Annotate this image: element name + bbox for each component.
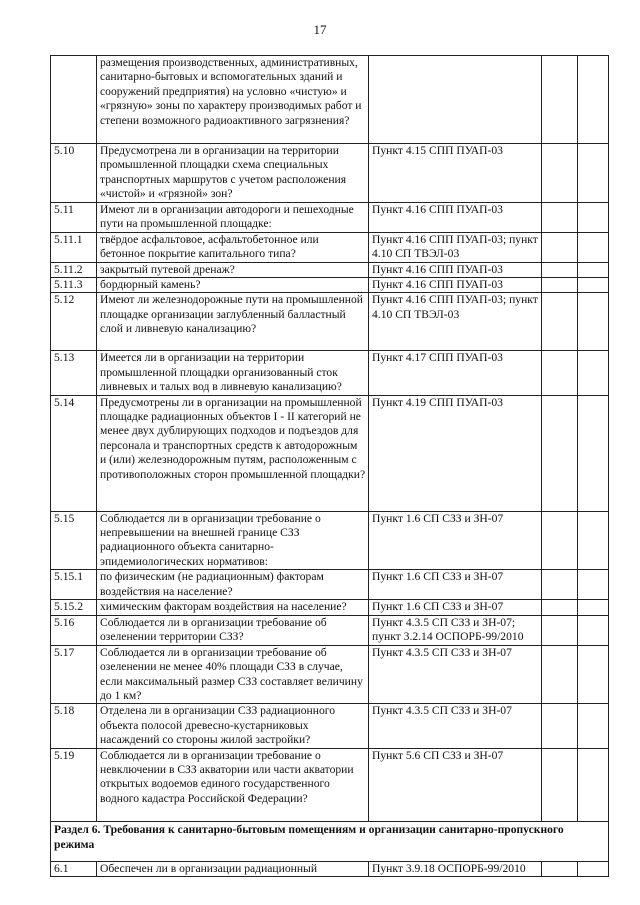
item-question: Предусмотрены ли в организации на промышленной площадке радиационных объектов I - II категорий не менее двух дублирующих подходов и подъездов для персонала и транспортных средств к автодорожным и (или) железнодорожным путям, расположенным с противоположных сторон промышленной площадки? [97, 395, 369, 511]
table-row [51, 144, 609, 203]
answer-cell-1 [542, 704, 578, 748]
checklist-table [50, 55, 609, 877]
table-row [51, 278, 609, 293]
item-number: 5.11.3 [51, 278, 97, 293]
answer-cell-2 [578, 56, 609, 144]
item-number: 5.10 [51, 144, 97, 203]
page-number: 17 [313, 22, 327, 37]
item-reference: Пункт 4.19 СПП ПУАП-03 [369, 395, 542, 511]
section-row [51, 821, 609, 861]
answer-cell-1 [542, 293, 578, 351]
table-row [51, 570, 609, 600]
item-number: 5.18 [51, 704, 97, 748]
answer-cell-2 [578, 144, 609, 203]
item-reference: Пункт 4.15 СПП ПУАП-03 [369, 144, 542, 203]
answer-cell-2 [578, 570, 609, 600]
item-reference: Пункт 1.6 СП СЗЗ и ЗН-07 [369, 570, 542, 600]
item-number: 5.11.1 [51, 232, 97, 262]
item-question: Имеют ли в организации автодороги и пешеходные пути на промышленной площадке: [97, 202, 369, 232]
answer-cell-2 [578, 262, 609, 277]
table-row [51, 748, 609, 821]
item-number: 5.15.2 [51, 600, 97, 615]
item-reference: Пункт 4.17 СПП ПУАП-03 [369, 351, 542, 395]
item-reference: Пункт 1.6 СП СЗЗ и ЗН-07 [369, 600, 542, 615]
item-question: Соблюдается ли в организации требование о невключении в СЗЗ акватории или части акватории открытых водоемов единого государственного водного кадастра Российской Федерации? [97, 748, 369, 821]
answer-cell-2 [578, 615, 609, 645]
answer-cell-1 [542, 748, 578, 821]
answer-cell-2 [578, 293, 609, 351]
item-reference: Пункт 5.6 СП СЗЗ и ЗН-07 [369, 748, 542, 821]
answer-cell-2 [578, 861, 609, 876]
checklist-body [51, 56, 609, 877]
item-number: 5.11.2 [51, 262, 97, 277]
item-number: 5.15.1 [51, 570, 97, 600]
answer-cell-1 [542, 570, 578, 600]
answer-cell-1 [542, 511, 578, 570]
table-row [51, 395, 609, 511]
section-heading: Раздел 6. Требования к санитарно-бытовым помещениям и организации санитарно-пропускного режима [51, 821, 609, 861]
answer-cell-1 [542, 262, 578, 277]
answer-cell-2 [578, 351, 609, 395]
item-number [51, 56, 97, 144]
item-number: 6.1 [51, 861, 97, 876]
item-number: 5.16 [51, 615, 97, 645]
item-number: 5.19 [51, 748, 97, 821]
item-question: Соблюдается ли в организации требование об озеленении не менее 40% площади СЗЗ в случае, если максимальный размер СЗЗ составляет величину до 1 км? [97, 645, 369, 704]
item-question: Отделена ли в организации СЗЗ радиационного объекта полосой древесно-кустарниковых насаждений со стороны жилой застройки? [97, 704, 369, 748]
item-question: твёрдое асфальтовое, асфальтобетонное или бетонное покрытие капитального типа? [97, 232, 369, 262]
answer-cell-1 [542, 395, 578, 511]
answer-cell-2 [578, 511, 609, 570]
table-row [51, 202, 609, 232]
item-question: Имеют ли железнодорожные пути на промышленной площадке организации заглубленный балластный слой и ливневую канализацию? [97, 293, 369, 351]
table-row [51, 351, 609, 395]
item-reference: Пункт 4.3.5 СП СЗЗ и ЗН-07 [369, 704, 542, 748]
item-question: Имеется ли в организации на территории промышленной площадки организованный сток ливневых и талых вод в ливневую канализацию? [97, 351, 369, 395]
item-reference: Пункт 1.6 СП СЗЗ и ЗН-07 [369, 511, 542, 570]
table-row [51, 511, 609, 570]
item-question: Обеспечен ли в организации радиационный [97, 861, 369, 876]
item-question: размещения производственных, административных, санитарно-бытовых и вспомогательных зданий и сооружений предприятия) на условно «чистую» и «грязную» зоны по характеру производимых работ и степени возможного радиоактивного загрязнения? [97, 56, 369, 144]
item-reference [369, 56, 542, 144]
answer-cell-1 [542, 861, 578, 876]
item-question: бордюрный камень? [97, 278, 369, 293]
answer-cell-2 [578, 202, 609, 232]
item-question: Предусмотрена ли в организации на территории промышленной площадки схема специальных транспортных маршрутов с учетом расположения «чистой» и «грязной» зон? [97, 144, 369, 203]
table-row [51, 704, 609, 748]
item-question: Соблюдается ли в организации требование об озеленении территории СЗЗ? [97, 615, 369, 645]
item-reference: Пункт 4.16 СПП ПУАП-03; пункт 4.10 СП ТВЭЛ-03 [369, 232, 542, 262]
item-reference: Пункт 3.9.18 ОСПОРБ-99/2010 [369, 861, 542, 876]
answer-cell-1 [542, 144, 578, 203]
table-row [51, 262, 609, 277]
answer-cell-1 [542, 645, 578, 704]
answer-cell-1 [542, 278, 578, 293]
item-reference: Пункт 4.3.5 СП СЗЗ и ЗН-07 [369, 645, 542, 704]
item-question: Соблюдается ли в организации требование о непревышении на внешней границе СЗЗ радиационного объекта санитарно-эпидемиологических нормативов: [97, 511, 369, 570]
table-row [51, 861, 609, 876]
table-row [51, 232, 609, 262]
answer-cell-1 [542, 351, 578, 395]
item-number: 5.14 [51, 395, 97, 511]
table-row [51, 293, 609, 351]
answer-cell-1 [542, 56, 578, 144]
item-number: 5.17 [51, 645, 97, 704]
answer-cell-2 [578, 645, 609, 704]
table-row [51, 645, 609, 704]
answer-cell-1 [542, 232, 578, 262]
answer-cell-1 [542, 615, 578, 645]
answer-cell-1 [542, 600, 578, 615]
item-reference: Пункт 4.16 СПП ПУАП-03 [369, 278, 542, 293]
table-row [51, 615, 609, 645]
answer-cell-2 [578, 704, 609, 748]
answer-cell-2 [578, 600, 609, 615]
item-number: 5.11 [51, 202, 97, 232]
answer-cell-2 [578, 278, 609, 293]
table-row [51, 600, 609, 615]
item-number: 5.15 [51, 511, 97, 570]
item-question: химическим факторам воздействия на население? [97, 600, 369, 615]
answer-cell-2 [578, 395, 609, 511]
table-row [51, 56, 609, 144]
item-question: по физическим (не радиационным) факторам воздействия на население? [97, 570, 369, 600]
item-question: закрытый путевой дренаж? [97, 262, 369, 277]
item-number: 5.12 [51, 293, 97, 351]
answer-cell-2 [578, 748, 609, 821]
item-reference: Пункт 4.16 СПП ПУАП-03; пункт 4.10 СП ТВЭЛ-03 [369, 293, 542, 351]
answer-cell-2 [578, 232, 609, 262]
item-reference: Пункт 4.3.5 СП СЗЗ и ЗН-07; пункт 3.2.14 ОСПОРБ-99/2010 [369, 615, 542, 645]
item-reference: Пункт 4.16 СПП ПУАП-03 [369, 202, 542, 232]
item-number: 5.13 [51, 351, 97, 395]
answer-cell-1 [542, 202, 578, 232]
item-reference: Пункт 4.16 СПП ПУАП-03 [369, 262, 542, 277]
